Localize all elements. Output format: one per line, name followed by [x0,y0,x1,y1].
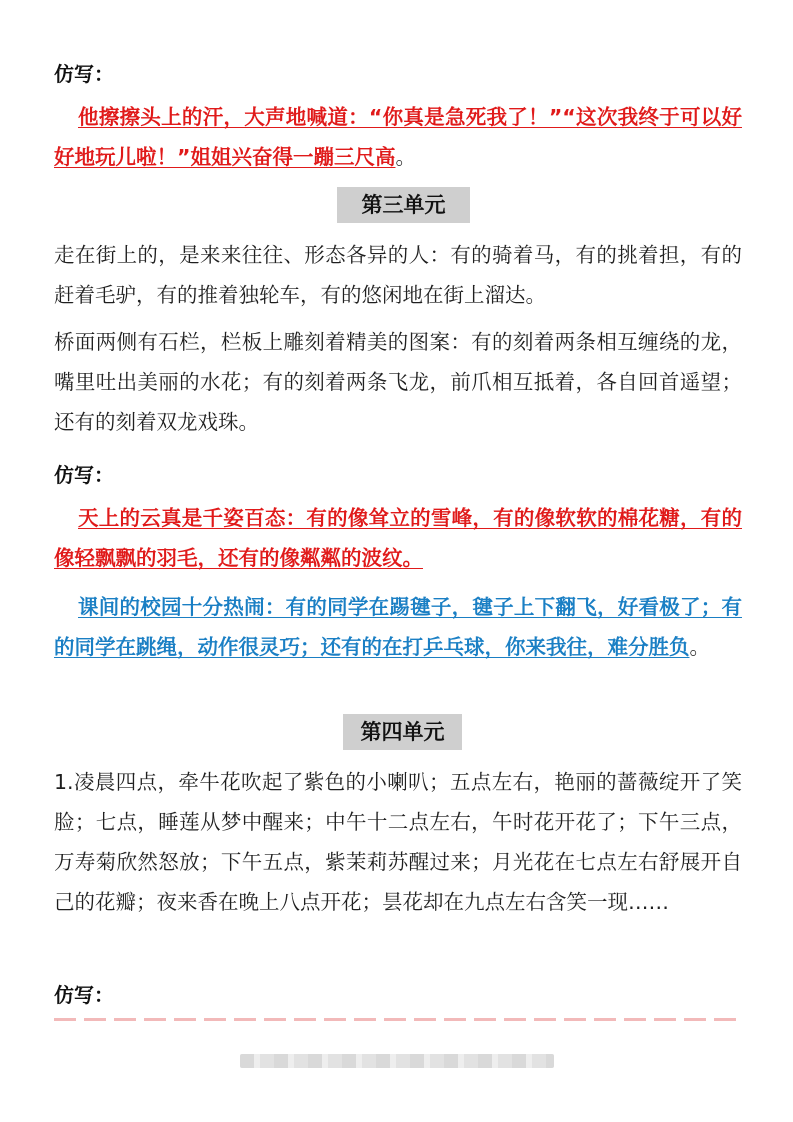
blue-example-period: 。 [689,635,710,659]
blue-example-text: 课间的校园十分热闹：有的同学在踢毽子，毽子上下翻飞，好看极了；有的同学在跳绳，动作很灵巧；还有的在打乒乓球，你来我往，难分胜负 [54,595,742,659]
red-example-paragraph [54,97,742,177]
cropped-red-text-fragment [54,1018,742,1021]
red-example-paragraph [54,498,742,578]
red-example-text: 他擦擦头上的汗，大声地喊道：“你真是急死我了！”“这次我终于可以好好地玩儿啦！”姐姐兴奋得一蹦三尺高 [54,105,742,169]
unit-3-paragraph-1: 走在街上的，是来来往往、形态各异的人：有的骑着马，有的挑着担，有的赶着毛驴，有的推着独轮车，有的悠闲地在街上溜达。 [54,243,742,307]
imitate-label: 仿写： [54,983,114,1007]
red-example-period: 。 [395,145,416,169]
blurred-footer [240,1054,554,1068]
cropped-text-line [54,1018,742,1032]
red-example-text: 天上的云真是千姿百态：有的像耸立的雪峰，有的像软软的棉花糖，有的像轻飘飘的羽毛，还有的像粼粼的波纹。 [54,506,742,570]
imitate-label: 仿写： [54,62,114,86]
unit-3-heading: 第三单元 [337,187,470,223]
unit-4-paragraph-1: 1.凌晨四点，牵牛花吹起了紫色的小喇叭；五点左右，艳丽的蔷薇绽开了笑脸；七点，睡莲从梦中醒来；中午十二点左右，午时花开花了；下午三点，万寿菊欣然怒放；下午五点，紫茉莉苏醒过来；月光花在七点左右舒展开自己的花瓣；夜来香在晚上八点开花；昙花却在九点左右含笑一现…… [54,770,742,914]
blue-example-paragraph [54,587,742,667]
unit-3-paragraph-2: 桥面两侧有石栏，栏板上雕刻着精美的图案：有的刻着两条相互缠绕的龙，嘴里吐出美丽的水花；有的刻着两条飞龙，前爪相互抵着，各自回首遥望；还有的刻着双龙戏珠。 [54,330,742,434]
unit-4-heading: 第四单元 [343,714,462,750]
imitate-label: 仿写： [54,463,114,487]
